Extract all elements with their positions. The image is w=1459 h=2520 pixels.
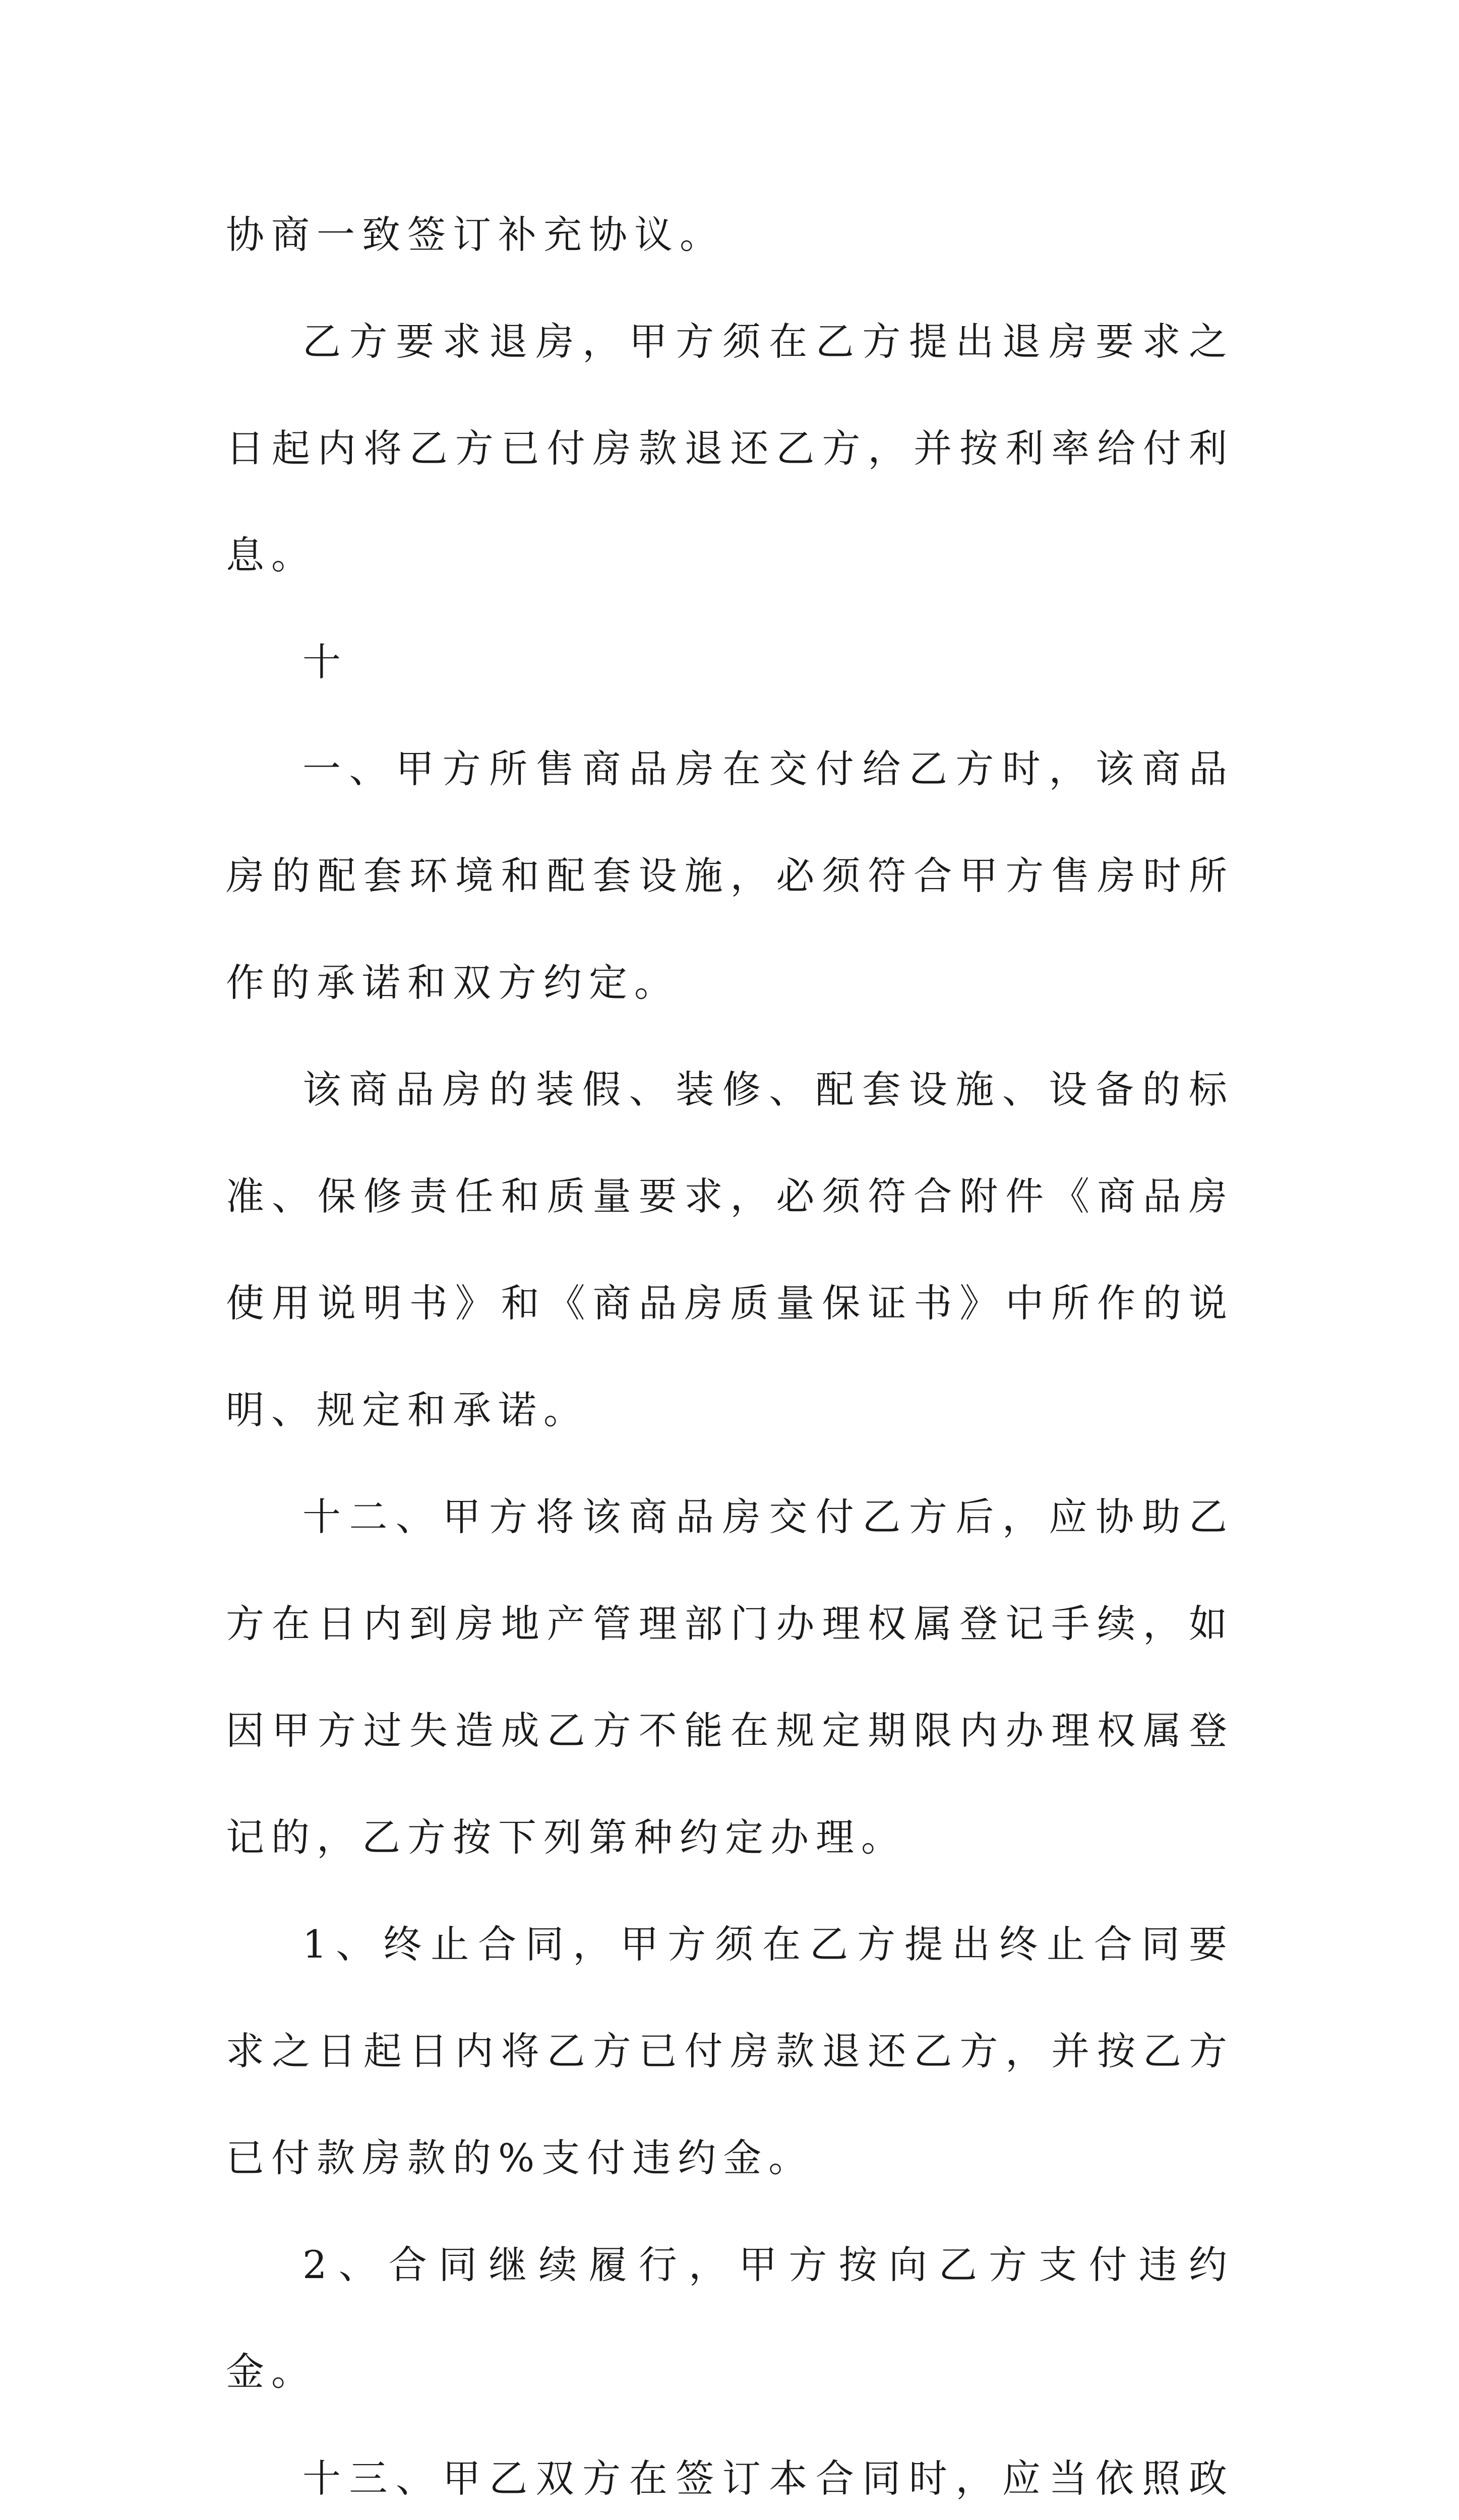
paragraph: 十三、甲乙双方在签订本合同时，应当依照政 [302, 2456, 1234, 2501]
paragraph: 十 [302, 640, 348, 684]
paragraph: 一、甲方所售商品房在交付给乙方时，该商品房的配套环境和配套设施，必须符合甲方售房时所作的承诺和双方约定。 [226, 746, 1234, 1005]
paragraph: 2、合同继续履行，甲方按向乙方支付违约金。 [226, 2242, 1234, 2394]
paragraph: 十二、甲方将该商品房交付乙方后，应协助乙方在日内到房地产管理部门办理权属登记手续，如因甲方过失造成乙方不能在规定期限内办理权属登记的，乙方按下列第种约定办理。 [226, 1494, 1234, 1860]
paragraph: 1、终止合同，甲方须在乙方提出终止合同要求之日起日内将乙方已付房款退还乙方，并按乙方已付款房款的%支付违约金。 [226, 1922, 1234, 2180]
paragraph: 协商一致签订补充协议。 [226, 212, 725, 257]
document-body [226, 181, 1234, 2520]
paragraph: 该商品房的装假、装修、配套设施、设备的标准、保修责任和质量要求，必须符合附件《商品房使用说明书》和《商品房质量保证书》中所作的说明、规定和承诺。 [226, 1067, 1234, 1432]
paragraph: 乙方要求退房，甲方须在乙方提出退房要求之日起内将乙方已付房款退还乙方，并按利率给付利息。 [226, 319, 1234, 578]
